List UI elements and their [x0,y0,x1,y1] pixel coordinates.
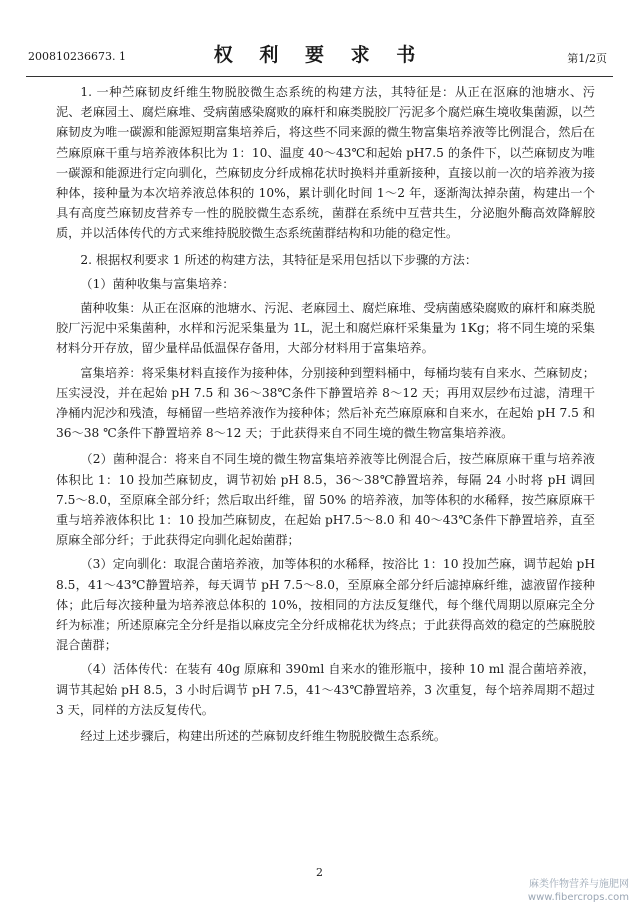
site-watermark [528,878,629,904]
step-4-paragraph: （4）活体传代：在装有 40g 原麻和 390ml 自来水的锥形瓶中，接种 10 ml 混合菌培养液，调节其起始 pH 8.5，3 小时后调节 pH 7.5，41～43℃静置培养，3 次重复，每个培养周期不超过 3 天，同样的方法反复传代。 [56,662,595,717]
page-footer-number: 2 [316,866,323,879]
step-1-heading: （1）菌种收集与富集培养： [80,276,235,291]
page-header [18,40,621,70]
header-divider [26,76,613,77]
conclusion-paragraph: 经过上述步骤后，构建出所述的苎麻韧皮纤维生物脱胶微生态系统。 [80,729,447,744]
watermark-title: 麻类作物营养与施肥网 [529,879,629,890]
watermark-url: www.fibercrops.com [527,892,629,903]
strain-collection-paragraph: 菌种收集：从正在沤麻的池塘水、污泥、老麻园土、腐烂麻堆、受病菌感染腐败的麻杆和麻类脱胶厂污泥中采集菌种，水样和污泥采集量为 1L，泥土和腐烂麻杆采集量为 1Kg；将不同生境的采集材料分开存放，留少量样品低温保存备用，大部分材料用于富集培养。 [56,301,595,356]
claims-body [56,82,595,746]
document-title: 权 利 要 求 书 [213,44,426,66]
step-3-paragraph: （3）定向驯化：取混合菌培养液，加等体积的水稀释，按浴比 1：10 投加苎麻，调节起始 pH 8.5，41～43℃静置培养，每天调节 pH 7.5～8.0，至原麻全部分纤后滤掉麻纤维，滤液留作接种体；此后每次接种量为培养液总体积的 10%，按相同的方法反复继代，每个继代周期以原麻完全分纤为标准；所述原麻完全分纤是指以麻皮完全分纤成棉花状为终点；于此获得高效的稳定的苎麻脱胶混合菌群； [56,557,595,653]
page-indicator: 第1/2页 [567,52,607,65]
document-number: 200810236673. 1 [28,50,126,63]
step-2-paragraph: （2）菌种混合：将来自不同生境的微生物富集培养液等比例混合后，按苎麻原麻干重与培养液体积比 1：10 投加苎麻韧皮，调节初始 pH 8.5，36～38℃静置培养，每隔 24 小时将 pH 调回 7.5～8.0，至原麻全部分纤；然后取出纤维，留 50% 的培养液，加等体积的水稀释，按苎麻原麻干重与培养液体积比 1：10 投加苎麻韧皮，在起始 pH7.5～8.0 和 40～43℃条件下静置培养，直至原麻全部分纤；于此获得定向驯化起始菌群； [56,452,595,548]
enrichment-culture-paragraph: 富集培养：将采集材料直接作为接种体，分别接种到塑料桶中，每桶均装有自来水、苎麻韧皮；压实浸没，并在起始 pH 7.5 和 36～38℃条件下静置培养 8～12 天；再用双层纱布过滤，清理干净桶内泥沙和残渣，每桶留一些培养液作为接种体；然后补充苎麻原麻和自来水，在起始 pH 7.5 和 36～38 ℃条件下静置培养 8～12 天；于此获得来自不同生境的微生物富集培养液。 [56,365,595,441]
claim-1-paragraph: 1. 一种苎麻韧皮纤维生物脱胶微生态系统的构建方法，其特征是：从正在沤麻的池塘水、污泥、老麻园土、腐烂麻堆、受病菌感染腐败的麻杆和麻类脱胶厂污泥多个腐烂麻生境收集菌源，以苎麻韧皮为唯一碳源和能源短期富集培养后，将这些不同来源的微生物富集培养液等比例混合，然后在苎麻原麻干重与培养液体积比为 1：10、温度 40～43℃和起始 pH7.5 的条件下，以苎麻韧皮为唯一碳源和能源进行定向驯化，苎麻韧皮分纤成棉花状时换料并重新接种，直接以前一次的培养液为接种体，接种量为本次培养液总体积的 10%，累计驯化时间 1～2 年，逐渐淘汰掉杂菌，构建出一个具有高度苎麻韧皮营养专一性的脱胶微生态系统，菌群在系统中互营共生，分泌胞外酶高效降解胶质，并以活体传代的方式来维持脱胶微生态系统菌群结构和功能的稳定性。 [56,85,595,241]
claim-2-intro: 2. 根据权利要求 1 所述的构建方法，其特征是采用包括以下步骤的方法： [80,252,478,267]
